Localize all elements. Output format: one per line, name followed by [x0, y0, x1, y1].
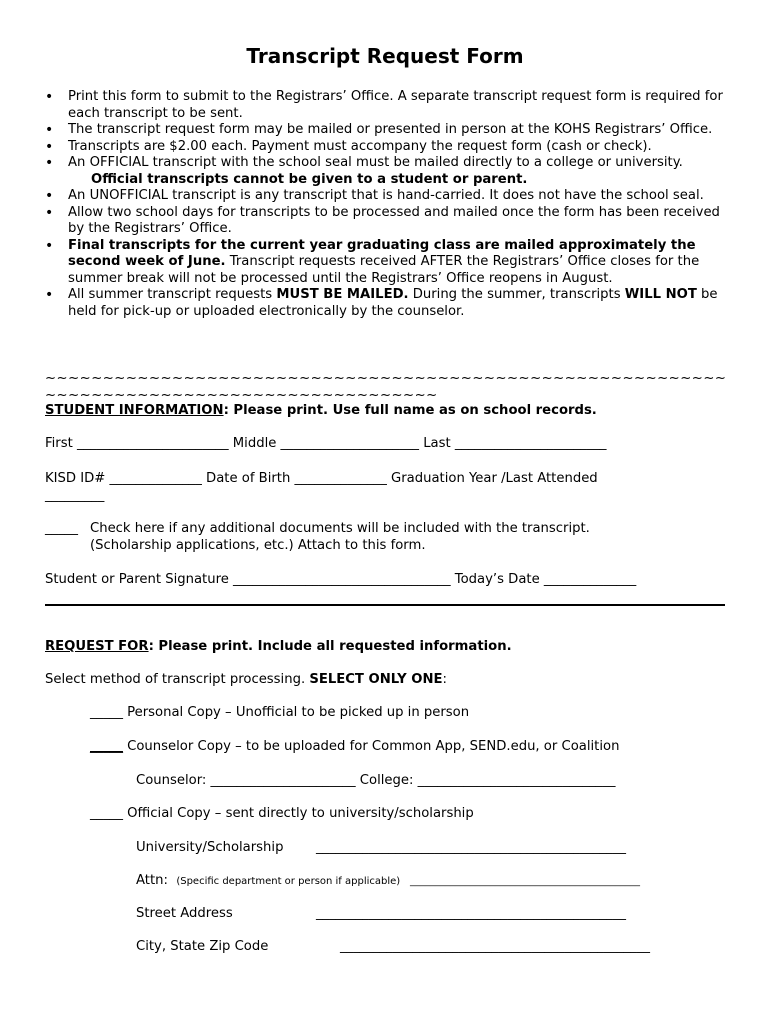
official-note: Official transcripts cannot be given to a student or parent. [91, 171, 528, 187]
grad-year-field[interactable]: _________ [45, 488, 105, 503]
list-item [45, 287, 735, 320]
select-only-one: SELECT ONLY ONE [309, 672, 443, 687]
must-be-mailed-text: MUST BE MAILED. [276, 287, 409, 302]
list-item: • The transcript request form may be mailed or presented in person at the KOHS Registrars’ Office. [45, 122, 735, 139]
select-method-text [45, 672, 447, 687]
counselor-copy-checkbox[interactable]: _____ [90, 739, 123, 754]
attn-label: Attn: [136, 873, 168, 888]
city-state-zip-label: City, State Zip Code [136, 939, 269, 954]
street-address-label: Street Address [136, 906, 233, 921]
name-fields[interactable]: First _______________________ Middle _____________________ Last _______________________ [45, 436, 607, 451]
list-item-text: An OFFICIAL transcript with the school seal must be mailed directly to a college or university. [68, 155, 683, 170]
id-dob-grad-fields[interactable]: KISD ID# ______________ Date of Birth ______________ Graduation Year /Last Attended [45, 471, 598, 486]
official-copy-option[interactable]: _____ Official Copy – sent directly to university/scholarship [90, 806, 474, 821]
attn-hint: (Specific department or person if applicable) [176, 876, 401, 887]
university-field[interactable]: _______________________________________________ [316, 840, 626, 855]
university-label: University/Scholarship [136, 840, 284, 855]
street-address-field[interactable]: _______________________________________________ [316, 906, 626, 921]
final-transcript-note: Final transcripts for the current year graduating class are mailed approximately the second week of June. [68, 237, 696, 269]
counselor-copy-option[interactable] [90, 739, 619, 754]
section-heading: REQUEST FOR [45, 639, 149, 654]
student-info-heading [45, 403, 597, 418]
list-item: • Print this form to submit to the Registrars’ Office. A separate transcript request form is required for each transcript to be sent. [45, 89, 735, 122]
signature-date-fields[interactable]: Student or Parent Signature _________________________________ Today’s Date ______________ [45, 572, 637, 587]
request-for-heading [45, 639, 512, 654]
additional-docs-note: (Scholarship applications, etc.) Attach to this form. [90, 538, 426, 553]
attn-field[interactable]: ______________________________________________ [410, 876, 640, 887]
section-divider [45, 604, 725, 606]
list-item [45, 155, 735, 188]
list-item: • Transcripts are $2.00 each. Payment must accompany the request form (cash or check). [45, 139, 735, 156]
section-heading: STUDENT INFORMATION [45, 403, 224, 418]
section-instructions: : Please print. Include all requested information. [148, 639, 512, 654]
page-title: Transcript Request Form [246, 44, 524, 68]
additional-docs-checkbox[interactable]: _____ [45, 521, 78, 536]
instruction-list [45, 89, 735, 320]
counselor-copy-label: Counselor Copy – to be uploaded for Common App, SEND.edu, or Coalition [122, 739, 620, 754]
list-item: • An UNOFFICIAL transcript is any transcript that is hand-carried. It does not have the school seal. [45, 188, 735, 205]
attn-row [136, 873, 400, 888]
list-item: • Allow two school days for transcripts to be processed and mailed once the form has been received by the Registrars’ Office. [45, 205, 735, 238]
will-not-text: WILL NOT [624, 287, 697, 302]
select-method-label: Select method of transcript processing. [45, 672, 310, 687]
list-item-text: be held for pick-up or uploaded electronically by the counselor. [68, 287, 718, 319]
tilde-divider: ~~~~~~~~~~~~~~~~~~~~~~~~~~~~~~~~~~~~~~~~~~~~~~~~~~~~~~~~~~~~~~~~~~~~~~~~~~~~~~~~~~~~~~~~~~~~~ [45, 371, 727, 403]
city-state-zip-field[interactable]: _______________________________________________ [340, 939, 650, 954]
additional-docs-label: Check here if any additional documents will be included with the transcript. [90, 521, 590, 536]
list-item-text: All summer transcript requests [68, 287, 277, 302]
personal-copy-option[interactable]: _____ Personal Copy – Unofficial to be picked up in person [90, 705, 470, 720]
list-item-text: During the summer, transcripts [408, 287, 625, 302]
section-instructions: : Please print. Use full name as on school records. [223, 403, 597, 418]
select-colon: : [442, 672, 447, 687]
list-item-text: Transcript requests received AFTER the Registrars’ Office closes for the summer break will not be processed until the Registrars’ Office reopens in August. [68, 254, 700, 286]
counselor-college-fields[interactable]: Counselor: ______________________ College: ______________________________ [136, 773, 616, 788]
list-item [45, 238, 735, 288]
